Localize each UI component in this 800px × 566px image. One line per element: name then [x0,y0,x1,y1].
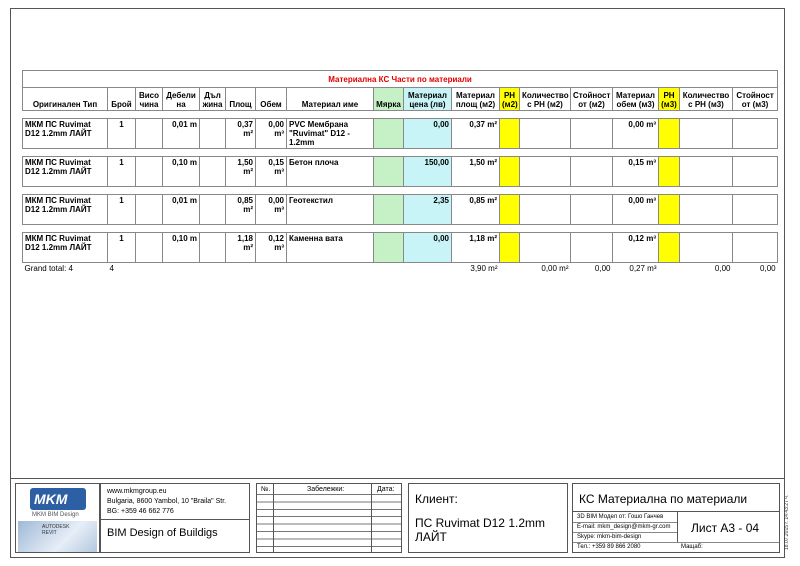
cell-length [200,195,226,225]
schedule-title: Материална КС Части по материали [23,71,778,88]
cell-text: 0,10 m [172,158,197,167]
skype: Skype: mkm-bim-design [577,534,642,540]
cell-ph2 [500,157,520,187]
grand-total-row [23,263,778,277]
cell-text: 0,00 [268,196,284,205]
cell-ph2 [500,233,520,263]
sheet-number: Лист А3 - 04 [691,521,760,535]
total-cell [163,263,200,277]
logo-subtitle: MKM BIM Design [32,512,79,518]
column-header: Оригинален Тип [23,88,108,111]
phone: BG: +359 46 662 776 [107,508,174,515]
total-cell: Grand total: 4 [24,264,73,273]
cell-text: Геотекстил [289,196,333,205]
total-cell [226,263,256,277]
cell-qty3 [680,119,733,149]
cell-count [108,119,136,149]
sheet-info-box [572,483,780,553]
cell-volume [256,233,287,263]
cell-material [287,157,374,187]
column-header: Площ [226,88,256,111]
total-cell: 0,00 [594,264,611,273]
cell-text: 0,01 m [172,120,197,129]
cell-count [108,157,136,187]
client-box [408,483,568,553]
cell-mat_area [452,157,500,187]
cell-text: 0,00 [433,120,449,129]
column-header: Мярка [374,88,404,111]
contact-box [100,483,250,553]
cell-text: 2,35 [433,196,449,205]
sheet-title: КС Материална по материали [579,492,748,506]
notes-date-header: Дата: [377,486,395,493]
cell-qty2 [520,233,571,263]
notes-number-header: №. [261,486,271,493]
column-header: Стойност от (м2) [571,88,613,111]
cell-text: 1 [119,120,124,129]
cell-text: 0,12 m³ [628,234,656,243]
total-cell [404,263,452,277]
header-row [23,88,778,111]
cell-cost3 [733,119,778,149]
cell-text: Бетон плоча [289,158,339,167]
cell-text: 0,00 m³ [628,120,656,129]
total-cell: 3,90 m² [470,264,498,273]
total-cell [500,263,520,277]
logo-text: MKM [34,491,68,507]
column-header: Дебели на [163,88,200,111]
column-header: Дъл жина [200,88,226,111]
column-header: Обем [256,88,287,111]
cell-qty3 [680,195,733,225]
cell-type [23,157,108,187]
cell-text: 0,00 [268,120,284,129]
cell-text: 150,00 [424,158,449,167]
cell-qty2 [520,195,571,225]
cell-text: Каменна вата [289,234,343,243]
email: E-mail: mkm_design@mkm-gr.com [577,524,671,530]
cell-price [404,233,452,263]
cell-text: 1,50 m² [469,158,497,167]
cell-length [200,233,226,263]
info-divider-1 [573,522,677,523]
area-unit: m² [243,167,253,176]
spacer-cell [23,149,778,157]
column-header: PH (м3) [659,88,680,111]
cell-volume [256,157,287,187]
total-cell [374,263,404,277]
total-cell [659,263,680,277]
cell-text: 1,18 [237,234,253,243]
cell-mat_area [452,119,500,149]
cell-text: 0,85 m² [469,196,497,205]
column-header: Материал площ (м2) [452,88,500,111]
cell-qty3 [680,233,733,263]
material-schedule [22,70,778,276]
cell-material [287,195,374,225]
client-value: ПС Ruvimat D12 1.2mm ЛАЙТ [415,516,545,544]
table-row [23,157,778,187]
row-spacer [23,111,778,119]
spacer-cell [23,187,778,195]
column-header: Количество с PH (м2) [520,88,571,111]
cell-cost2 [571,119,613,149]
notes-header: Забележки: [307,486,345,493]
column-header: Висо чина [136,88,163,111]
cell-height [136,119,163,149]
total-cell [256,263,287,277]
cell-cost3 [733,157,778,187]
volume-unit: m³ [274,129,284,138]
cell-cost2 [571,233,613,263]
cell-mat_area [452,195,500,225]
cell-price [404,195,452,225]
cell-ph2 [500,195,520,225]
table-row [23,119,778,149]
total-cell: 0,00 m² [541,264,569,273]
model-author: 3D BIM Модел от: Гошо Ганчев [577,514,664,520]
cell-mat_area [452,233,500,263]
scale-label: Мащаб: [681,544,703,550]
website: www.mkmgroup.eu [107,488,167,495]
cell-text: 1 [119,196,124,205]
total-cell [136,263,163,277]
cell-text: 0,85 [237,196,253,205]
cell-area [226,195,256,225]
info-divider-3 [573,542,779,543]
sheet-title-divider [573,511,779,512]
cell-volume [256,195,287,225]
cell-length [200,157,226,187]
autodesk-revit-label: AUTODESK REVIT [42,524,70,536]
cell-text: 0,12 [268,234,284,243]
volume-unit: m³ [274,167,284,176]
total-cell [287,263,374,277]
cell-thickness [163,119,200,149]
cell-unit [374,157,404,187]
address: Bulgaria, 8600 Yambol, 10 "Braila" Str. [107,498,227,505]
cell-type [23,119,108,149]
company-name: BIM Design of Buildigs [107,527,218,539]
column-header: Материал обем (м3) [613,88,659,111]
cell-text: 0,01 m [172,196,197,205]
area-unit: m² [243,243,253,252]
cell-mat_vol [613,233,659,263]
volume-unit: m³ [274,205,284,214]
spacer-cell [23,111,778,119]
notes-box [256,483,402,553]
column-header: Количество с PH (м3) [680,88,733,111]
cell-area [226,233,256,263]
cell-cost3 [733,233,778,263]
cell-ph3 [659,233,680,263]
cell-ph3 [659,119,680,149]
cell-material [287,233,374,263]
cell-length [200,119,226,149]
cell-volume [256,119,287,149]
cell-text: 0,10 m [172,234,197,243]
cell-type [23,195,108,225]
cell-text: PVC Мембрана "Ruvimat" D12 - 1.2mm [289,120,350,147]
cell-ph2 [500,119,520,149]
total-cell: 0,00 [760,264,776,273]
cell-text: МКМ ПС Ruvimat D12 1.2mm ЛАЙТ [25,234,92,252]
column-header: Брой [108,88,136,111]
cell-cost2 [571,195,613,225]
volume-unit: m³ [274,243,284,252]
cell-text: МКМ ПС Ruvimat D12 1.2mm ЛАЙТ [25,196,92,214]
company-divider [101,519,249,520]
area-unit: m² [243,205,253,214]
cell-text: 0,15 [268,158,284,167]
cell-text: МКМ ПС Ruvimat D12 1.2mm ЛАЙТ [25,120,92,138]
cell-text: 1,18 m² [469,234,497,243]
cell-material [287,119,374,149]
cell-qty2 [520,157,571,187]
total-cell: 0,27 m³ [629,264,657,273]
column-header: PH (м2) [500,88,520,111]
cell-price [404,119,452,149]
cell-thickness [163,195,200,225]
table-row [23,233,778,263]
column-header: Материал цена (лв) [404,88,452,111]
cell-price [404,157,452,187]
cell-unit [374,195,404,225]
cell-unit [374,233,404,263]
row-spacer [23,225,778,233]
cell-text: 1 [119,158,124,167]
total-cell [200,263,226,277]
cell-height [136,195,163,225]
total-cell: 0,00 [714,264,731,273]
cell-height [136,233,163,263]
column-header: Материал име [287,88,374,111]
cell-cost3 [733,195,778,225]
cell-unit [374,119,404,149]
telephone: Тел.: +359 89 866 2080 [577,544,641,550]
cell-thickness [163,233,200,263]
row-spacer [23,187,778,195]
notes-col-line-1 [273,484,274,553]
cell-mat_vol [613,195,659,225]
notes-grid [257,494,401,553]
cell-area [226,119,256,149]
cell-text: 0,37 [237,120,253,129]
cell-mat_vol [613,157,659,187]
cell-mat_vol [613,119,659,149]
area-unit: m² [243,129,253,138]
spacer-cell [23,225,778,233]
total-cell: 4 [109,264,114,273]
info-divider-2 [573,532,677,533]
cell-text: 0,37 m² [469,120,497,129]
cell-thickness [163,157,200,187]
cell-area [226,157,256,187]
logo-box [15,483,100,553]
cell-cost2 [571,157,613,187]
cell-ph3 [659,157,680,187]
row-spacer [23,149,778,157]
cell-type [23,233,108,263]
sheet-number-divider [677,511,678,542]
column-header: Стойност от (м3) [733,88,778,111]
cell-text: 0,00 m³ [628,196,656,205]
cell-qty3 [680,157,733,187]
cell-count [108,233,136,263]
notes-col-line-2 [371,484,372,553]
timestamp: 18.07.2015 г. 14:43:27 ч. [784,494,790,550]
cell-count [108,195,136,225]
cell-height [136,157,163,187]
cell-text: 0,00 [433,234,449,243]
table-row [23,195,778,225]
client-label: Клиент: [415,492,458,506]
cell-text: 0,15 m³ [628,158,656,167]
cell-ph3 [659,195,680,225]
cell-text: 1 [119,234,124,243]
cell-text: 1,50 [237,158,253,167]
cell-text: МКМ ПС Ruvimat D12 1.2mm ЛАЙТ [25,158,92,176]
cell-qty2 [520,119,571,149]
